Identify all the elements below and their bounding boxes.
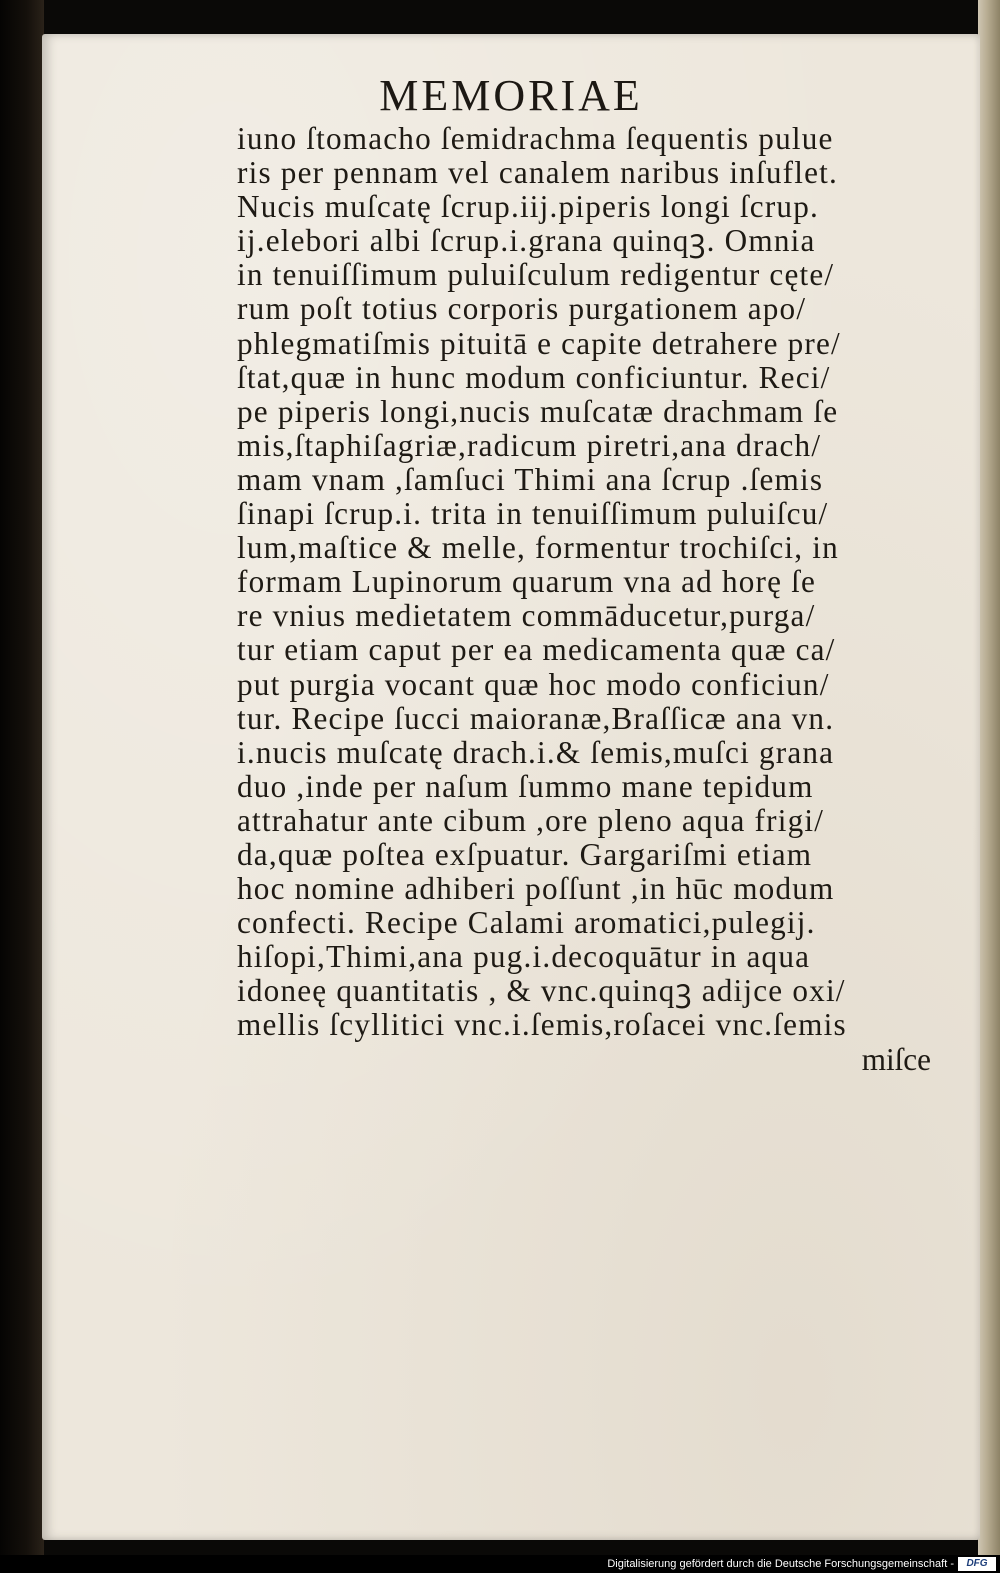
dfg-logo: DFG [958,1557,996,1571]
funding-credit: Digitalisierung gefördert durch die Deutsche Forschungsgemeinschaft - [607,1558,954,1570]
text-line: mis,ſtaphiſagriæ,radicum piretri,ana drach/ [237,427,822,463]
text-line: hoc nomine adhiberi poſſunt ,in hūc modum [237,871,835,907]
text-line: ris per pennam vel canalem naribus inſuflet. [237,155,838,191]
text-line: re vnius medietatem commāducetur,purga/ [237,598,816,634]
book-page [42,34,980,1540]
text-line: duo ,inde per naſum ſummo mane tepidum [237,768,814,804]
running-head: MEMORIAE [379,71,643,120]
text-line: tur. Recipe ſucci maioranæ,Braſſicæ ana vn. [237,700,835,736]
text-line: tur etiam caput per ea medicamenta quæ ca/ [237,632,836,668]
text-line: pe piperis longi,nucis muſcatæ drachmam ſe [237,393,839,429]
text-line: ſtat,quæ in hunc modum conficiuntur. Reci/ [237,359,831,395]
text-line: mellis ſcyllitici vnc.i.ſemis,roſacei vnc.ſemis [237,1007,847,1043]
text-line: Nucis muſcatę ſcrup.iij.piperis longi ſcrup. [237,189,819,225]
page-edge [978,0,1000,1555]
text-line: ſinapi ſcrup.i. trita in tenuiſſimum puluiſcu/ [237,496,829,532]
text-line: formam Lupinorum quarum vna ad horę ſe [237,564,817,600]
text-line: lum,maſtice & melle, formentur trochiſci, in [237,530,839,566]
text-line: ij.elebori albi ſcrup.i.grana quinqꝫ. Omnia [237,223,816,259]
text-line: in tenuiſſimum puluiſculum redigentur cęte/ [237,257,835,293]
text-line: hiſopi,Thimi,ana pug.i.decoquātur in aqua [237,939,811,975]
text-line: confecti. Recipe Calami aromatici,pulegij. [237,905,816,941]
text-line: i.nucis muſcatę drach.i.& ſemis,muſci grana [237,734,835,770]
catchword: miſce [861,1041,931,1077]
text-line: rum poſt totius corporis purgationem apo/ [237,291,807,327]
text-block [237,122,937,1077]
book-cover-edge [0,0,44,1555]
text-line: idoneę quantitatis , & vnc.quinqꝫ adijce oxi/ [237,973,846,1009]
text-line: da,quæ poſtea exſpuatur. Gargariſmi etiam [237,836,813,872]
text-line: put purgia vocant quæ hoc modo conficiun/ [237,666,830,702]
text-line: attrahatur ante cibum ,ore pleno aqua frigi/ [237,802,825,838]
text-line: iuno ſtomacho ſemidrachma ſequentis pulue [237,121,834,156]
text-line: mam vnam ,ſamſuci Thimi ana ſcrup .ſemis [237,461,824,497]
text-line: phlegmatiſmis pituitā e capite detrahere pre/ [237,325,841,361]
